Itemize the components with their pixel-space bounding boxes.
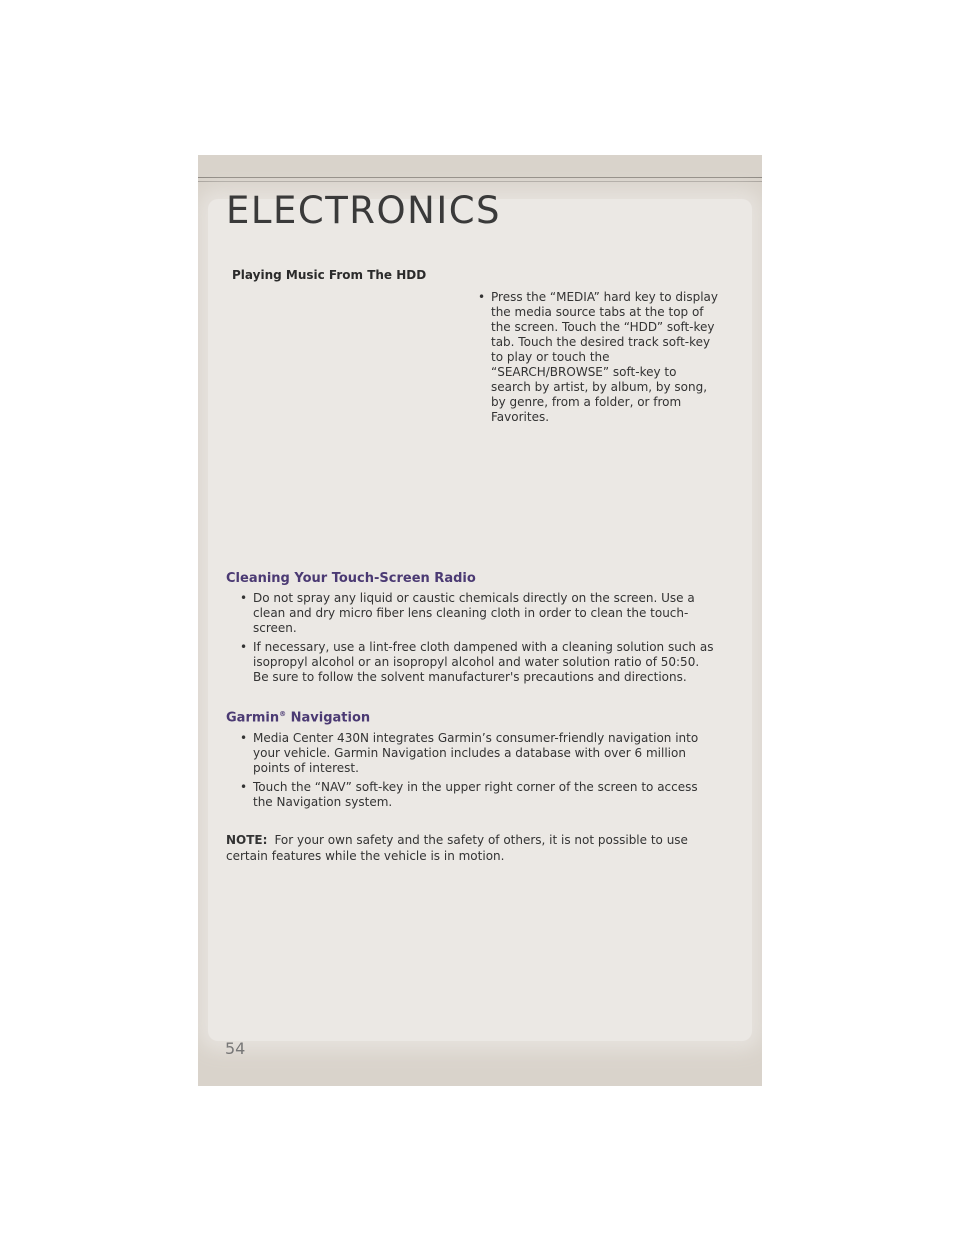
bullet-glyph: •: [240, 780, 248, 794]
list-item: [240, 591, 718, 636]
list-item: [240, 731, 718, 776]
hdd-instructions: [478, 290, 718, 425]
garmin-heading: [226, 710, 370, 725]
manual-page: [198, 155, 762, 1086]
garmin-list: [240, 731, 718, 814]
garmin-heading-rest: Navigation: [286, 710, 371, 726]
list-item: [478, 290, 718, 425]
bullet-glyph: •: [240, 731, 248, 745]
list-item-text: Touch the “NAV” soft-key in the upper right corner of the screen to access the Navigation system.: [253, 780, 698, 809]
garmin-heading-brand: Garmin: [226, 710, 280, 726]
list-item: [240, 640, 718, 685]
bullet-glyph: •: [240, 591, 248, 605]
list-item: [240, 780, 718, 810]
note-text: For your own safety and the safety of others, it is not possible to use certain features while the vehicle is in motion.: [226, 833, 688, 863]
bullet-glyph: •: [240, 640, 248, 654]
list-item-text: Press the “MEDIA” hard key to display the media source tabs at the top of the screen. Touch the “HDD” soft-key tab. Touch the desired track soft-key to play or touch the “SEARCH/BROWSE” soft-key to search by artist, by album, by song, by genre, from a folder, or from Favorites.: [491, 290, 718, 424]
header-rule-top: [198, 177, 762, 178]
list-item-text: Media Center 430N integrates Garmin’s consumer-friendly navigation into your vehicle. Garmin Navigation includes a database with over 6 million points of interest.: [253, 731, 699, 775]
list-item-text: Do not spray any liquid or caustic chemicals directly on the screen. Use a clean and dry micro fiber lens cleaning cloth in order to clean the touch-screen.: [253, 591, 695, 635]
note-label: NOTE:: [226, 833, 268, 847]
list-item-text: If necessary, use a lint-free cloth dampened with a cleaning solution such as isopropyl alcohol or an isopropyl alcohol and water solution ratio of 50:50. Be sure to follow the solvent manufacturer's precautions and directions.: [253, 640, 714, 684]
bullet-glyph: •: [478, 290, 486, 304]
page-number: 54: [225, 1039, 246, 1058]
cleaning-heading: Cleaning Your Touch-Screen Radio: [226, 571, 476, 586]
hdd-heading: Playing Music From The HDD: [232, 268, 427, 282]
section-title: ELECTRONICS: [226, 189, 502, 232]
registered-mark: ®: [279, 710, 287, 718]
safety-note: [226, 833, 718, 864]
cleaning-list: [240, 591, 718, 689]
header-rule-bottom: [198, 181, 762, 182]
